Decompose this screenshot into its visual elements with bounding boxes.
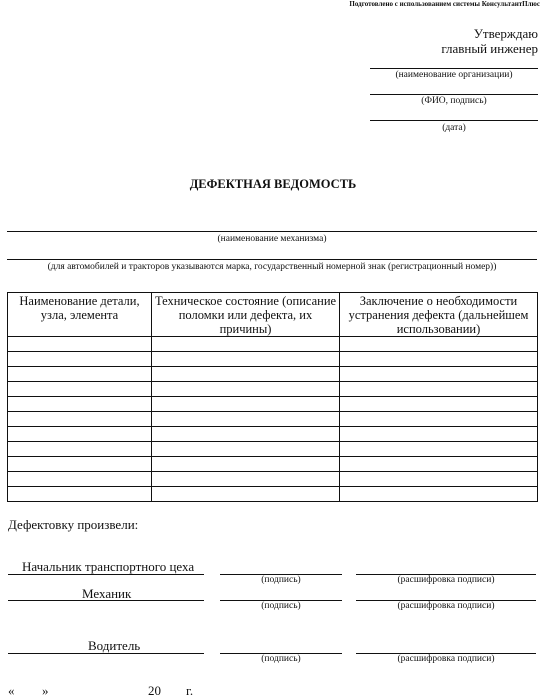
fio-caption: (ФИО, подпись) (421, 96, 487, 106)
signer-role-mechanic: Механик (82, 586, 132, 601)
date-line (370, 120, 538, 121)
table-row (8, 337, 538, 352)
table-cell[interactable] (340, 412, 538, 427)
table-cell[interactable] (152, 352, 340, 367)
table-cell[interactable] (8, 352, 152, 367)
table-cell[interactable] (152, 427, 340, 442)
table-cell[interactable] (340, 472, 538, 487)
column-header-conclusion: Заключение о необходимости устранения дефекта (дальнейшем использовании) (340, 293, 538, 337)
date-close-quote: » (42, 683, 49, 698)
column-header-condition: Техническое состояние (описание поломки или дефекта, их причины) (152, 293, 340, 337)
mechanism-caption: (наименование механизма) (217, 234, 327, 244)
table-cell[interactable] (152, 457, 340, 472)
table-row (8, 352, 538, 367)
org-line (370, 68, 538, 69)
mechanism-line (7, 231, 537, 232)
table-cell[interactable] (8, 397, 152, 412)
table-cell[interactable] (152, 382, 340, 397)
table-cell[interactable] (8, 382, 152, 397)
date-open-quote: « (8, 683, 15, 698)
org-caption: (наименование организации) (395, 70, 513, 80)
table-cell[interactable] (340, 457, 538, 472)
table-cell[interactable] (8, 367, 152, 382)
table-cell[interactable] (8, 412, 152, 427)
table-cell[interactable] (340, 442, 538, 457)
defects-table (7, 292, 538, 502)
column-header-part: Наименование детали, узла, элемента (8, 293, 152, 337)
table-cell[interactable] (8, 337, 152, 352)
table-cell[interactable] (340, 382, 538, 397)
table-row (8, 457, 538, 472)
table-cell[interactable] (340, 427, 538, 442)
vehicle-line (7, 259, 537, 260)
signature-caption: (подпись) (261, 601, 301, 611)
vehicle-caption: (для автомобилей и тракторов указываются марка, государственный номерной знак (регистрационный номер)) (47, 262, 497, 272)
table-cell[interactable] (152, 412, 340, 427)
table-row (8, 382, 538, 397)
decode-caption: (расшифровка подписи) (397, 654, 495, 664)
performed-label: Дефектовку произвели: (8, 517, 139, 532)
table-cell[interactable] (340, 337, 538, 352)
table-cell[interactable] (340, 367, 538, 382)
table-row (8, 397, 538, 412)
decode-caption: (расшифровка подписи) (397, 575, 495, 585)
date-year: 20 (148, 683, 161, 698)
signature-caption: (подпись) (261, 654, 301, 664)
signer-role-line (8, 600, 204, 601)
table-header-row (8, 293, 538, 337)
table-cell[interactable] (8, 427, 152, 442)
table-cell[interactable] (152, 367, 340, 382)
signer-role-line (8, 574, 204, 575)
table-cell[interactable] (8, 487, 152, 502)
table-row (8, 442, 538, 457)
table-cell[interactable] (8, 457, 152, 472)
signer-role-driver: Водитель (88, 638, 141, 653)
document-title: ДЕФЕКТНАЯ ВЕДОМОСТЬ (189, 177, 357, 191)
signature-caption: (подпись) (261, 575, 301, 585)
table-row (8, 412, 538, 427)
date-suffix: г. (186, 683, 194, 698)
signer-role-line (8, 653, 204, 654)
table-cell[interactable] (152, 397, 340, 412)
table-cell[interactable] (152, 442, 340, 457)
table-cell[interactable] (8, 472, 152, 487)
table-cell[interactable] (340, 352, 538, 367)
approval-role: главный инженер (441, 41, 538, 56)
decode-caption: (расшифровка подписи) (397, 601, 495, 611)
fio-line (370, 94, 538, 95)
table-row (8, 427, 538, 442)
table-cell[interactable] (340, 397, 538, 412)
table-body (8, 337, 538, 502)
table-row (8, 487, 538, 502)
table-cell[interactable] (152, 487, 340, 502)
table-row (8, 367, 538, 382)
date-caption: (дата) (442, 123, 466, 133)
table-cell[interactable] (152, 472, 340, 487)
table-row (8, 472, 538, 487)
approval-word: Утверждаю (473, 26, 538, 41)
table-cell[interactable] (152, 337, 340, 352)
table-cell[interactable] (340, 487, 538, 502)
consultant-note: Подготовлено с использованием системы КонсультантПлюс (349, 0, 540, 8)
signer-role-head: Начальник транспортного цеха (22, 559, 195, 574)
table-cell[interactable] (8, 442, 152, 457)
